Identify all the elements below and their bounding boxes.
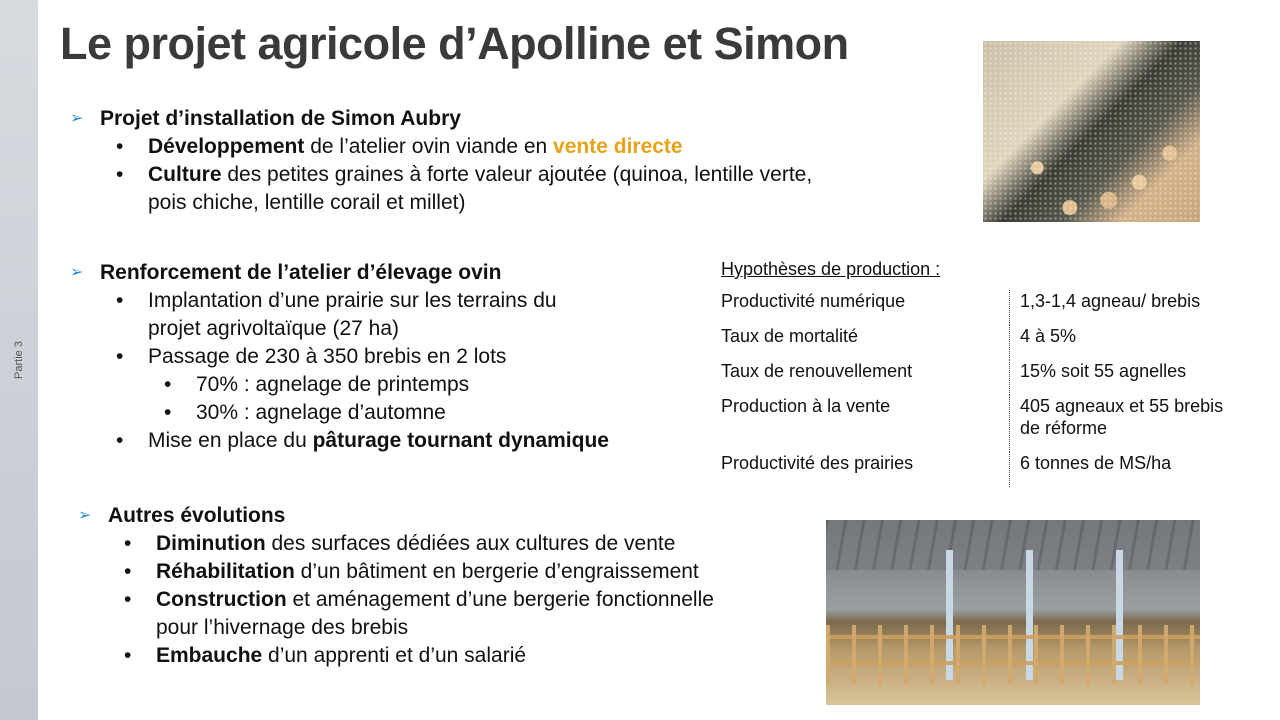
section-installation xyxy=(70,105,812,217)
table-row xyxy=(721,452,1266,487)
bullet-dot-icon: • xyxy=(124,644,132,667)
bullet-bold: Culture xyxy=(148,163,222,186)
bullet-text: Passage de 230 à 350 brebis en 2 lots xyxy=(148,345,507,368)
row-value: 6 tonnes de MS/ha xyxy=(1010,452,1267,487)
list-item xyxy=(116,343,609,371)
list-item xyxy=(124,642,714,670)
highlight-text: vente directe xyxy=(553,135,683,158)
barn-roof xyxy=(826,520,1200,570)
row-value-line1: 405 agneaux et 55 brebis xyxy=(1020,396,1224,416)
barn-fence xyxy=(826,625,1200,685)
bullet-text-cont: pour l’hivernage des brebis xyxy=(156,616,409,639)
section-heading xyxy=(70,259,609,287)
bullet-list xyxy=(70,133,812,217)
bullet-text-cont: pois chiche, lentille corail et millet) xyxy=(148,191,466,214)
list-item xyxy=(164,371,609,399)
table-row xyxy=(721,360,1266,395)
list-item xyxy=(124,586,714,642)
bullet-dot-icon: • xyxy=(116,429,124,452)
row-label: Productivité des prairies xyxy=(721,453,914,473)
page-title: Le projet agricole d’Apolline et Simon xyxy=(60,18,849,69)
bullet-dot-icon: • xyxy=(116,163,124,186)
bullet-list xyxy=(78,530,714,670)
bullet-bold: Réhabilitation xyxy=(156,560,295,583)
table-row xyxy=(721,290,1266,325)
section-heading-text: Projet d’installation de Simon Aubry xyxy=(100,107,461,130)
bullet-bold: Diminution xyxy=(156,532,266,555)
sub-bullet-text: 30% : agnelage d’automne xyxy=(196,401,446,424)
table-row xyxy=(721,395,1266,452)
row-label: Taux de renouvellement xyxy=(721,361,913,381)
section-heading xyxy=(78,502,714,530)
list-item xyxy=(116,427,609,455)
bullet-bold: Développement xyxy=(148,135,305,158)
sheepfold-photo xyxy=(826,520,1200,705)
row-value xyxy=(1010,395,1267,452)
section-autres xyxy=(78,502,714,670)
bullet-text: des petites graines à forte valeur ajoutée (quinoa, lentille verte, xyxy=(221,163,813,186)
list-item xyxy=(124,530,714,558)
bullet-dot-icon: • xyxy=(164,373,172,396)
bullet-dot-icon: • xyxy=(116,289,124,312)
sub-bullet-list xyxy=(70,371,609,427)
bullet-dot-icon: • xyxy=(116,345,124,368)
bullet-list xyxy=(70,427,609,455)
bullet-text: d’un bâtiment en bergerie d’engraissement xyxy=(294,560,699,583)
sub-bullet-text: 70% : agnelage de printemps xyxy=(196,373,470,396)
bullet-list xyxy=(70,287,609,371)
production-hypotheses xyxy=(721,258,1266,487)
chevron-arrow-icon: ➢ xyxy=(70,264,84,281)
list-item xyxy=(124,558,714,586)
row-label: Taux de mortalité xyxy=(721,326,859,346)
list-item xyxy=(116,287,609,343)
bullet-dot-icon: • xyxy=(124,532,132,555)
chevron-arrow-icon: ➢ xyxy=(78,507,92,524)
hypotheses-title: Hypothèses de production : xyxy=(721,259,941,279)
bullet-text: d’un apprenti et d’un salarié xyxy=(262,644,527,667)
section-elevage xyxy=(70,259,609,455)
grains-photo xyxy=(983,41,1200,222)
row-value: 4 à 5% xyxy=(1010,325,1267,360)
row-value-line2: de réforme xyxy=(1020,418,1108,438)
bullet-bold: Embauche xyxy=(156,644,263,667)
bullet-text: Mise en place du xyxy=(148,429,313,452)
section-heading-text: Renforcement de l’atelier d’élevage ovin xyxy=(100,261,502,284)
list-item xyxy=(164,399,609,427)
bullet-text: des surfaces dédiées aux cultures de vente xyxy=(265,532,676,555)
row-value: 15% soit 55 agnelles xyxy=(1010,360,1267,395)
bullet-bold: Construction xyxy=(156,588,287,611)
bullet-dot-icon: • xyxy=(124,588,132,611)
bullet-dot-icon: • xyxy=(116,135,124,158)
section-heading xyxy=(70,105,812,133)
list-item xyxy=(116,133,812,161)
bullet-dot-icon: • xyxy=(124,560,132,583)
bullet-text: Implantation d’une prairie sur les terrains du xyxy=(148,289,557,312)
bullet-text: de l’atelier ovin viande en xyxy=(304,135,554,158)
chevron-arrow-icon: ➢ xyxy=(70,110,84,127)
section-heading-text: Autres évolutions xyxy=(108,504,286,527)
bullet-text: et aménagement d’une bergerie fonctionnelle xyxy=(286,588,714,611)
section-label: Partie 3 xyxy=(13,341,25,379)
list-item xyxy=(116,161,812,217)
bullet-text-cont: projet agrivoltaïque (27 ha) xyxy=(148,317,399,340)
hypotheses-table xyxy=(721,290,1266,487)
bullet-bold: pâturage tournant dynamique xyxy=(312,429,609,452)
table-row xyxy=(721,325,1266,360)
row-label: Productivité numérique xyxy=(721,291,906,311)
row-label: Production à la vente xyxy=(721,396,891,416)
sidebar-strip xyxy=(0,0,38,720)
row-value: 1,3-1,4 agneau/ brebis xyxy=(1010,290,1267,325)
bullet-dot-icon: • xyxy=(164,401,172,424)
